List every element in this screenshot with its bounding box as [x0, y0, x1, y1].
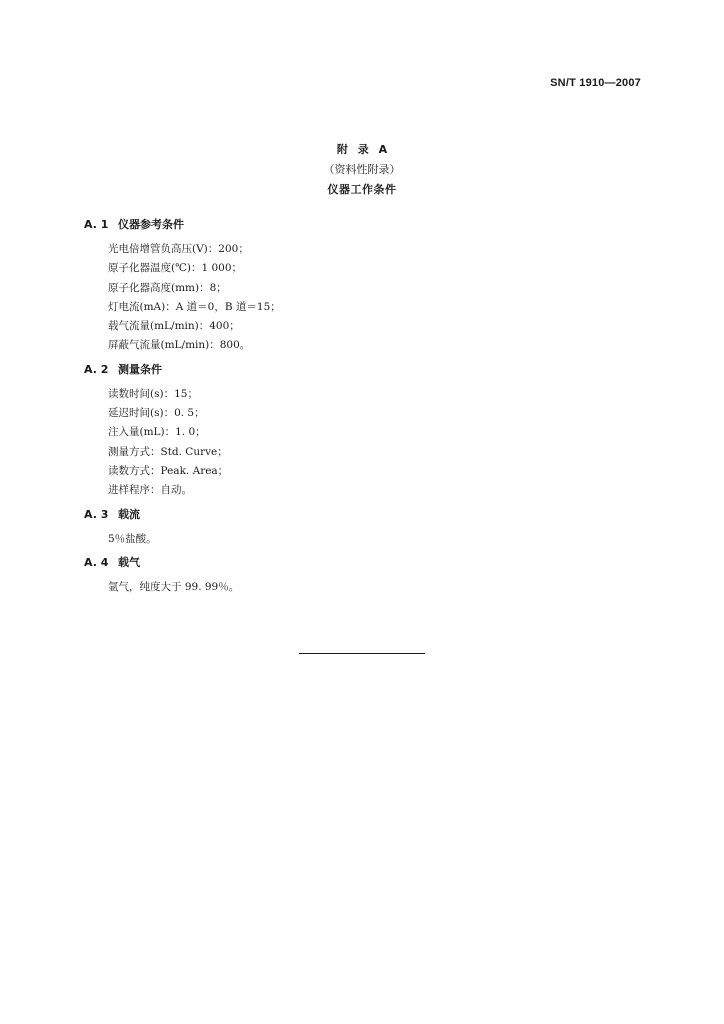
section-number: A. 1 [84, 218, 109, 231]
document-code: SN/T 1910—2007 [550, 77, 641, 89]
list-item: 屏蔽气流量(mL/min)：800。 [108, 339, 251, 352]
list-item: 光电倍增管负高压(V)：200； [108, 243, 249, 255]
section-items [108, 530, 644, 549]
section-title: 仪器参考条件 [118, 218, 184, 231]
section-a2 [84, 361, 644, 501]
list-item: 5％盐酸。 [108, 532, 157, 545]
document-body [84, 216, 644, 602]
section-items [108, 240, 644, 356]
list-item: 进样程序：自动。 [108, 484, 192, 497]
section-items [108, 385, 644, 501]
list-item: 灯电流(mA)：A 道＝0，B 道＝15； [108, 300, 281, 313]
list-item: 测量方式：Std. Curve； [108, 445, 228, 458]
list-item: 原子化器高度(mm)：8； [108, 281, 227, 294]
section-number: A. 2 [84, 362, 109, 376]
section-heading [84, 506, 644, 524]
section-title: 测量条件 [118, 362, 162, 376]
list-item: 读数时间(s)：15； [108, 387, 198, 400]
appendix-title: 仪器工作条件 [327, 183, 397, 196]
appendix-header [0, 140, 724, 200]
appendix-label: 附 录 A [336, 143, 388, 156]
section-heading [84, 554, 644, 572]
section-heading [84, 216, 644, 234]
section-a1 [84, 216, 644, 356]
list-item: 注入量(mL)：1. 0； [108, 426, 206, 439]
section-title: 载流 [118, 507, 140, 521]
list-item: 氩气，纯度大于 99. 99％。 [108, 580, 240, 593]
list-item: 载气流量(mL/min)：400； [108, 320, 240, 333]
list-item: 原子化器温度(℃)：1 000； [108, 262, 242, 275]
section-items [108, 578, 644, 597]
section-number: A. 4 [84, 555, 109, 569]
end-of-document-rule [299, 653, 425, 654]
list-item: 延迟时间(s)：0. 5； [108, 407, 205, 420]
list-item: 读数方式：Peak. Area； [108, 464, 229, 477]
section-heading [84, 361, 644, 379]
section-number: A. 3 [84, 507, 109, 521]
section-title: 载气 [118, 555, 140, 569]
section-a4 [84, 554, 644, 597]
section-a3 [84, 506, 644, 549]
appendix-type: （资料性附录） [323, 163, 401, 176]
